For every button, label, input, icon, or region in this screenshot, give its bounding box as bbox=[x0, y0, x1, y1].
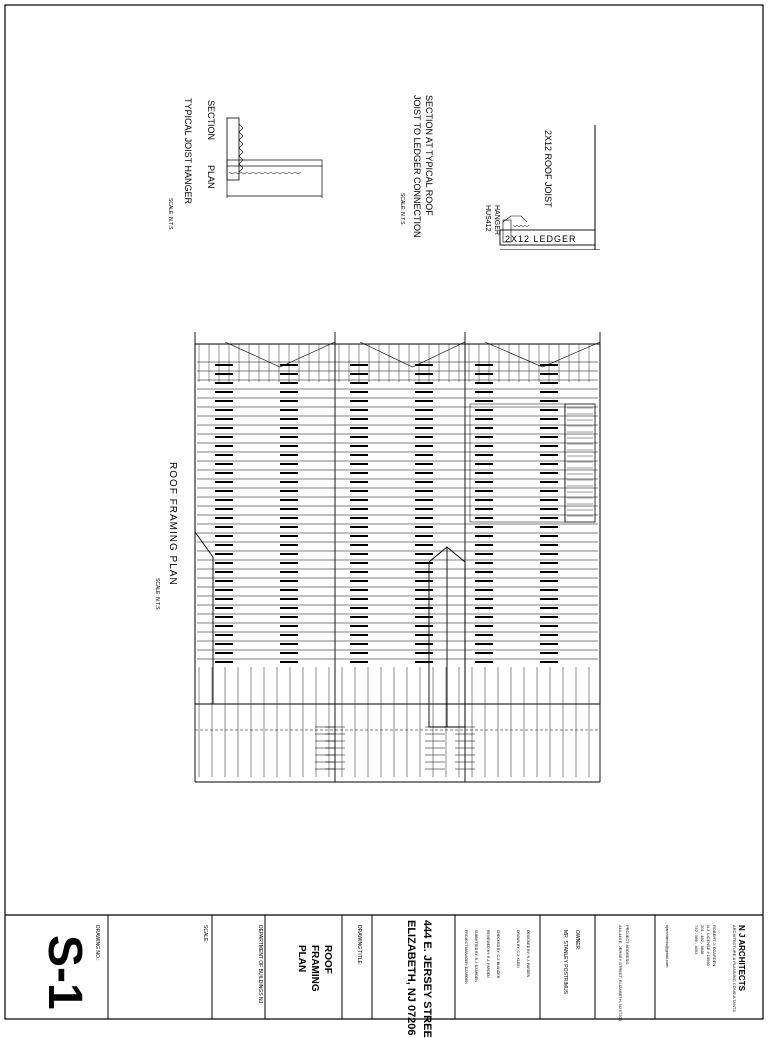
hanger-label-1: HANGER bbox=[493, 205, 500, 235]
firm-phone-2: 732 - 589 - 4053 bbox=[694, 925, 699, 955]
hanger-detail-title: TYPICAL JOIST HANGER bbox=[183, 98, 193, 205]
drawing-title-2: FRAMING bbox=[309, 945, 320, 992]
connection-scale: SCALE: N.T.S. bbox=[399, 193, 405, 226]
owner-value: MR. STANLEY POSTRIMUS bbox=[562, 930, 568, 994]
drawing-no-label: DRAWING NO.: bbox=[94, 925, 100, 961]
firm-name: N J ARCHITECTS bbox=[737, 925, 746, 991]
plan-title: ROOF FRAMING PLAN bbox=[167, 462, 178, 586]
firm-email: njarchitects@gmail.com bbox=[665, 925, 670, 968]
roof-joist-label: 2X12 ROOF JOIST bbox=[543, 130, 553, 208]
roof-framing-plan bbox=[185, 322, 615, 792]
firm-line-2: N.J. LICENSE # 15590 bbox=[706, 925, 711, 966]
address-line-1: 444 E. JERSEY STREE bbox=[421, 920, 433, 1038]
connection-title-1: SECTION AT TYPICAL ROOF bbox=[424, 95, 434, 216]
connection-title-2: JOIST TO LEDGER CONNECTION bbox=[412, 95, 422, 238]
firm-subtitle: ARCHITECTURE & PLANNING CONSULTANTS bbox=[732, 925, 737, 1012]
scale-label: SCALE: bbox=[202, 925, 208, 943]
credit-checked: CHECKED BY: C.J. BLANDER bbox=[496, 930, 500, 979]
department: DEPARTMENT OF BUILDINGS NJ bbox=[257, 925, 263, 1004]
project-address-label: PROJECT ADDRESS: bbox=[625, 925, 630, 965]
firm-phone-1: 201 - 482 - 5848 bbox=[700, 925, 705, 955]
address-line-2: ELIZABETH, NJ 07206 bbox=[405, 920, 417, 1036]
hanger-section-label: SECTION bbox=[206, 100, 216, 141]
project-address-value: 444-446 E. JERSEY STREET, ELIZABETH, NJ 07206 bbox=[618, 925, 623, 1021]
drawing-title-3: PLAN bbox=[296, 945, 307, 973]
credit-designed: DESIGNED BY: R.J. PARDEN bbox=[526, 930, 530, 978]
joist-hanger-detail bbox=[215, 110, 335, 260]
hanger-detail-scale: SCALE: N.T.S. bbox=[167, 198, 173, 231]
credit-reviewed: REVIEWED BY: R.J. PARDEN bbox=[486, 930, 490, 978]
credit-submitted: SUBMITTED BY: R.J. DZARDEN bbox=[474, 930, 478, 982]
sheet-number: S-1 bbox=[38, 935, 91, 1010]
credit-drawn: DRAWN BY: C.J. KLEIN bbox=[516, 930, 520, 968]
drawing-title-1: ROOF bbox=[322, 945, 333, 974]
connection-detail bbox=[455, 120, 605, 250]
credit-pm: PROJECT MANAGER: DZARDEN bbox=[464, 930, 468, 984]
owner-label: OWNER: bbox=[574, 930, 580, 951]
ledger-label: 2X12 LEDGER bbox=[505, 234, 577, 244]
hanger-label-2: HUS412 bbox=[484, 205, 491, 232]
plan-scale: SCALE: N.T.S. bbox=[154, 578, 160, 611]
firm-line-1: ROBERT J. DZARDEN bbox=[712, 925, 717, 967]
hanger-plan-label: PLAN bbox=[206, 165, 216, 189]
drawing-title-label: DRAWING TITLE: bbox=[356, 925, 362, 966]
